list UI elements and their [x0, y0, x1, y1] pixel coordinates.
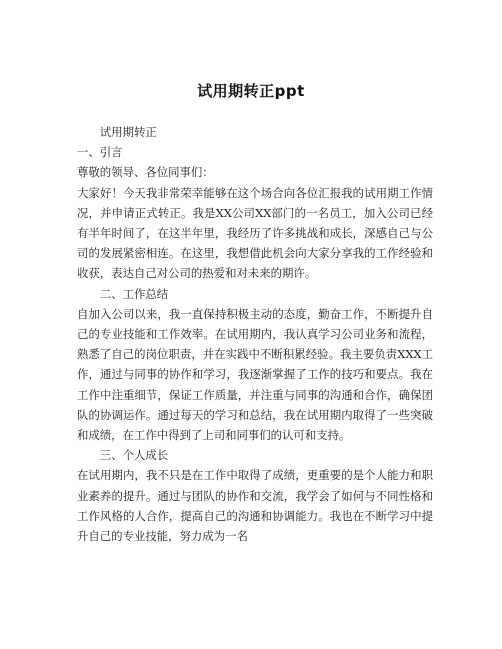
personal-growth-paragraph: 在试用期内，我不只是在工作中取得了成绩，更重要的是个人能力和职业素养的提升。通过与团队的协作和交流，我学会了如何与不同性格和工作风格的人合作，提高自己的沟通和协调能力。我也在不断学习中提升自己的专业技能，努力成为一名	[77, 468, 433, 544]
work-summary-paragraph: 自加入公司以来，我一直保持积极主动的态度，勤奋工作，不断提升自己的专业技能和工作效率。在试用期内，我认真学习公司业务和流程，熟悉了自己的岗位职责，并在实践中不断积累经验。我主要负责XXX工作，通过与同事的协作和学习，我逐渐掌握了工作的技巧和要点。我在工作中注重细节，保证工作质量，并注重与同事的沟通和合作，确保团队的协调运作。通过每天的学习和总结，我在试用期内取得了一些突破和成绩，在工作中得到了上司和同事们的认可和支持。	[77, 306, 433, 443]
section-heading-introduction: 一、引言	[77, 145, 123, 160]
salutation-line: 尊敬的领导、各位同事们：	[77, 165, 214, 180]
section-heading-work-summary: 二、工作总结	[99, 286, 169, 301]
intro-paragraph: 大家好！今天我非常荣幸能够在这个场合向各位汇报我的试用期工作情况，并申请正式转正。我是XX公司XX部门的一名员工，加入公司已经有半年时间了，在这半年里，我经历了许多挑战和成长，深感自己与公司的发展紧密相连。在这里，我想借此机会向大家分享我的工作经验和收获，表达自己对公司的热爱和对未来的期许。	[77, 185, 433, 281]
section-heading-personal-growth: 三、个人成长	[99, 448, 169, 463]
document-body	[77, 122, 433, 546]
document-title: 试用期转正ppt	[197, 82, 305, 100]
document-subtitle: 试用期转正	[99, 125, 157, 139]
